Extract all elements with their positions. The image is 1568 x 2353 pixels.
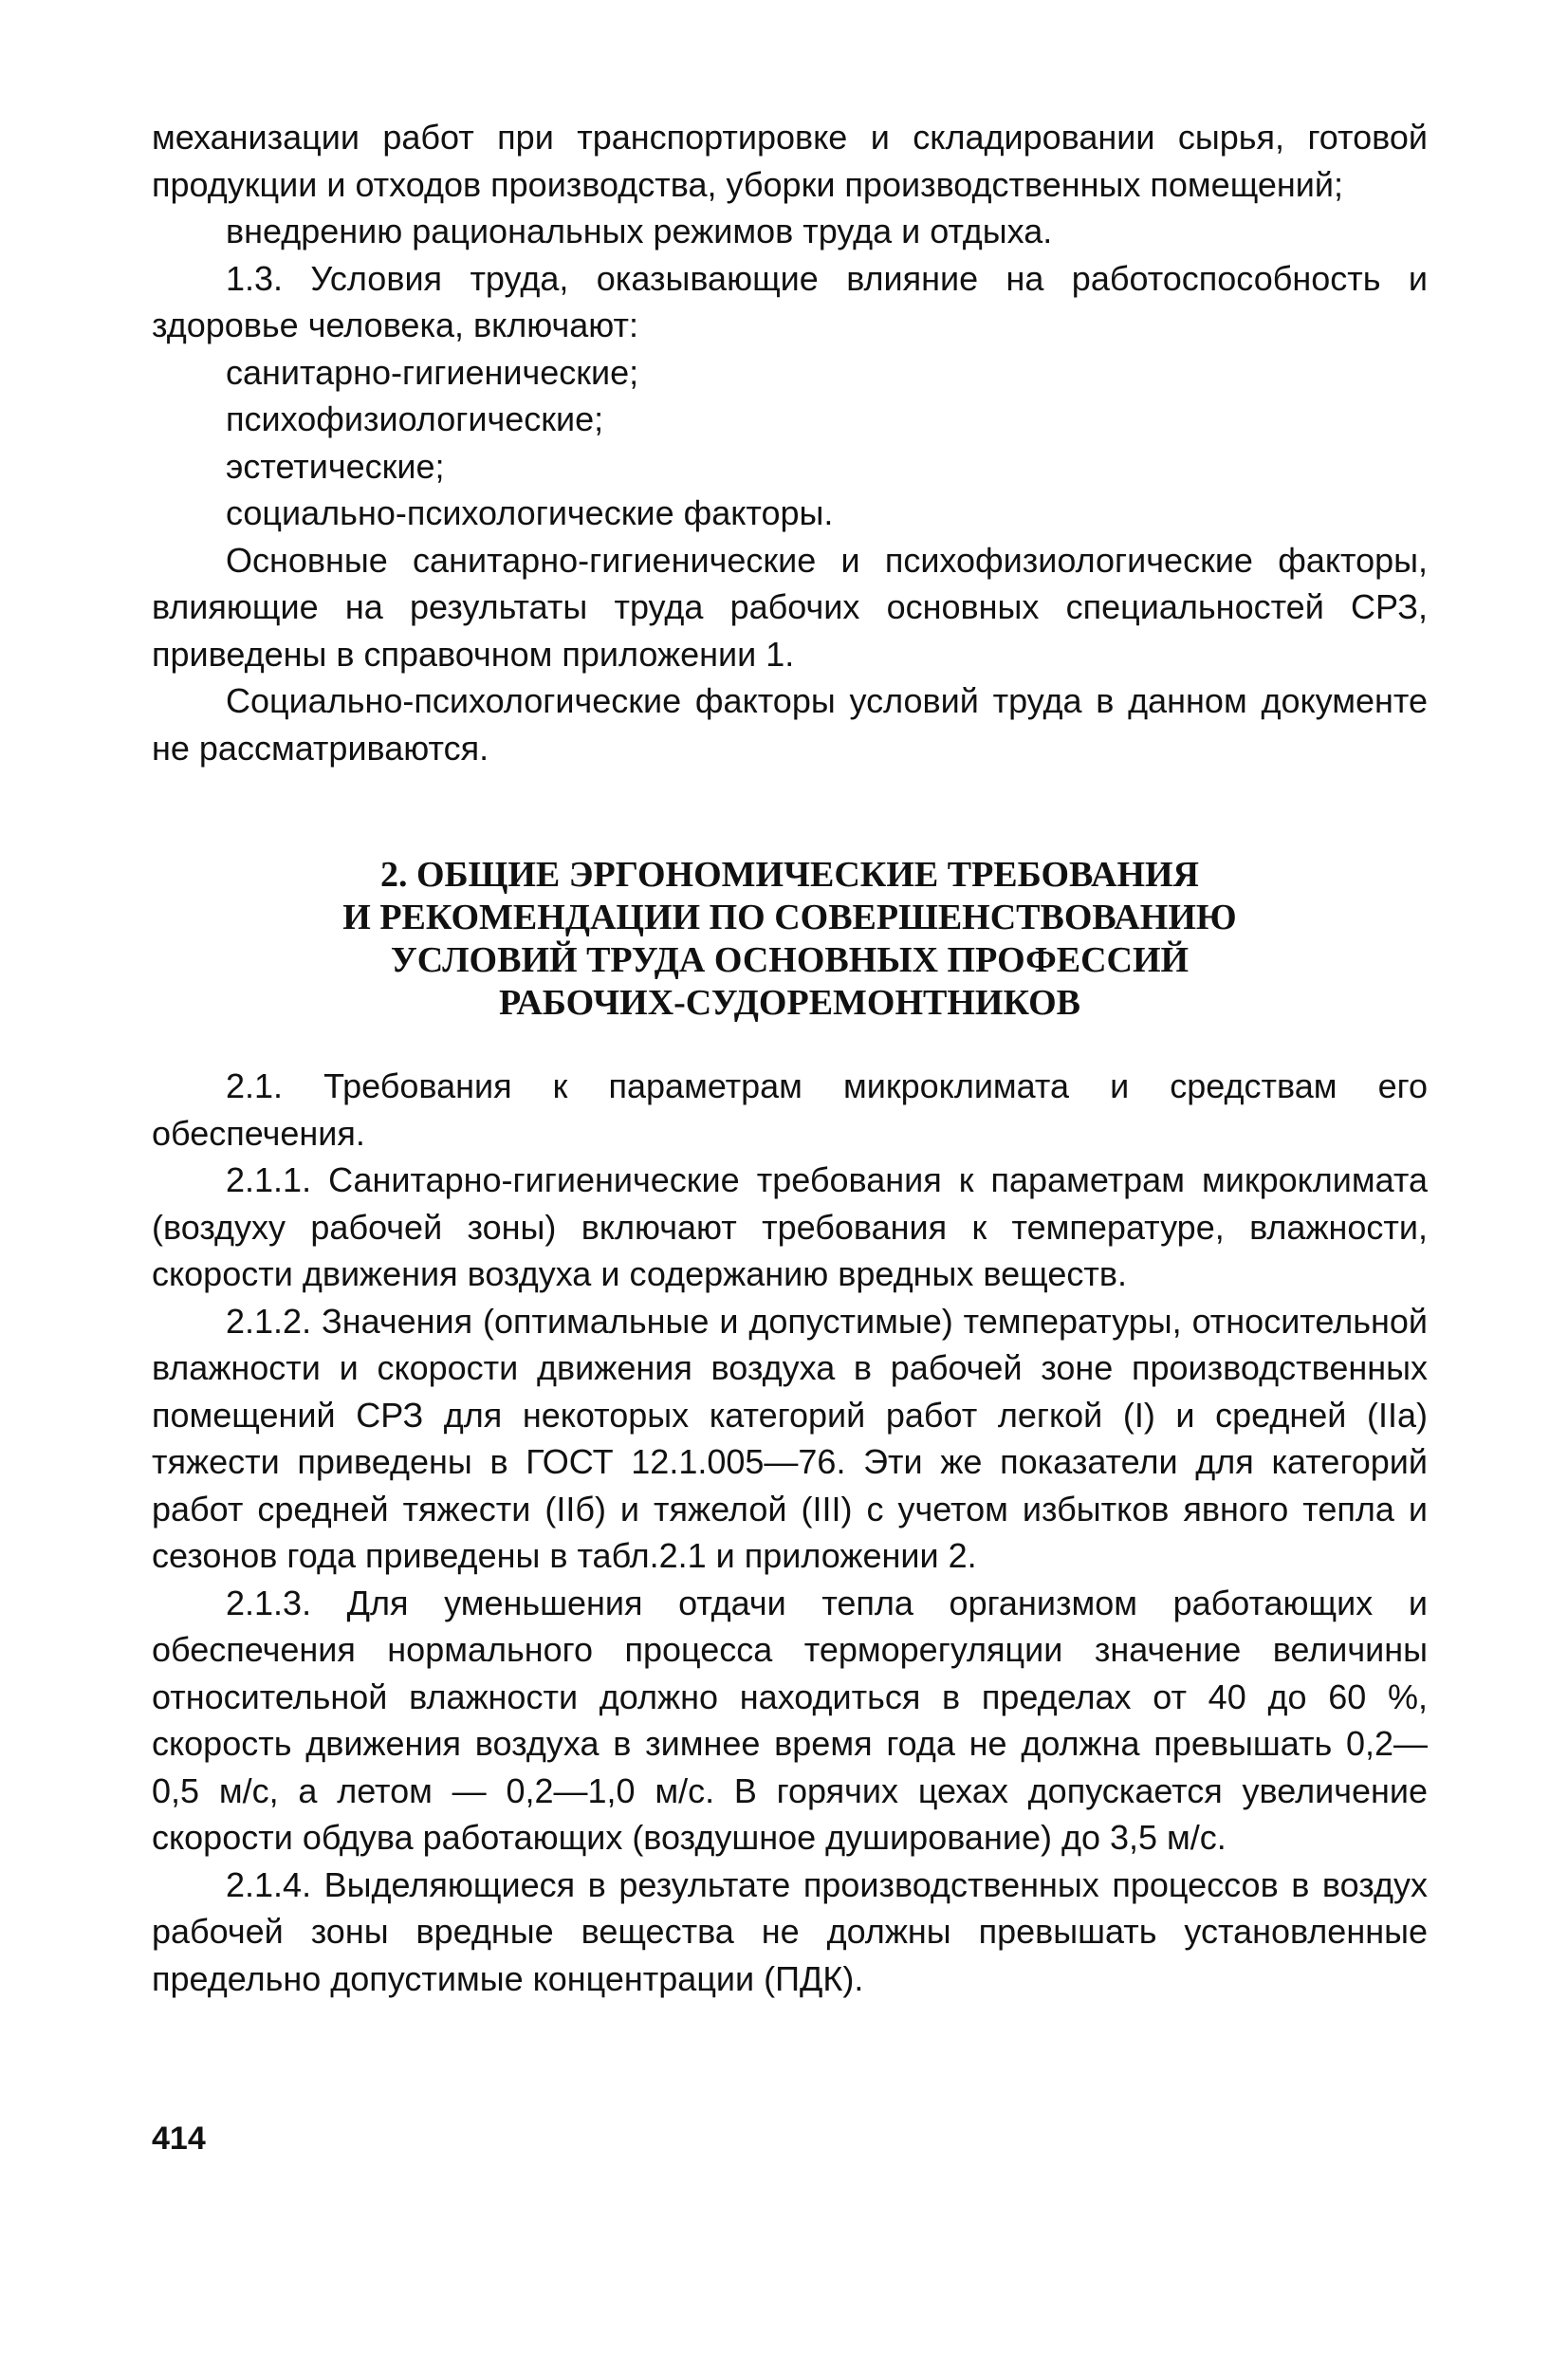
list-item: санитарно-гигиенические; bbox=[226, 352, 639, 392]
page-number: 414 bbox=[152, 2121, 206, 2157]
list-item: психофизиологические; bbox=[226, 399, 604, 438]
heading-line: 2. ОБЩИЕ ЭРГОНОМИЧЕСКИЕ ТРЕБОВАНИЯ bbox=[379, 855, 1200, 895]
page-body bbox=[152, 114, 1428, 1998]
paragraph-1-3: 1.3. Условия труда, оказывающие влияние на работоспособность и здоровье человека, включают: bbox=[152, 258, 1428, 344]
paragraph-regime: внедрению рациональных режимов труда и отдыха. bbox=[226, 212, 1053, 250]
heading-line: УСЛОВИЙ ТРУДА ОСНОВНЫХ ПРОФЕССИЙ bbox=[390, 940, 1190, 980]
paragraph-2-1: 2.1. Требования к параметрам микроклимата и средствам его обеспечения. bbox=[152, 1066, 1428, 1153]
paragraph-2-1-2: 2.1.2. Значения (оптимальные и допустимые) температуры, относительной влажности и скорости движения воздуха в рабочей зоне производственных помещений СРЗ для некоторых категорий работ легкой (I) и средней (IIа) тяжести приведены в ГОСТ 12.1.005—76. Эти же показатели для категорий работ средней тяжести (IIб) и тяжелой (III) с учетом избытков явного тепла и сезонов года приведены в табл.2.1 и приложении 2. bbox=[152, 1301, 1428, 1575]
list-item: социально-психологические факторы. bbox=[226, 493, 834, 532]
section-heading bbox=[152, 854, 1428, 1025]
heading-line: И РЕКОМЕНДАЦИИ ПО СОВЕРШЕНСТВОВАНИЮ bbox=[342, 898, 1237, 937]
section-2-body bbox=[152, 1063, 1428, 2002]
paragraph-2-1-1: 2.1.1. Санитарно-гигиенические требования к параметрам микроклимата (воздуху рабочей зоны) включают требования к температуре, влажности, скорости движения воздуха и содержанию вредных веществ. bbox=[152, 1160, 1428, 1293]
paragraph-2-1-4: 2.1.4. Выделяющиеся в результате производственных процессов в воздух рабочей зоны вредные вещества не должны превышать установленные предельно допустимые концентрации (ПДК). bbox=[152, 1864, 1428, 1998]
paragraph-2-1-3: 2.1.3. Для уменьшения отдачи тепла организмом работающих и обеспечения нормального процесса терморегуляции значение величины относительной влажности должно находиться в пределах от 40 до 60 %, скорость движения воздуха в зимнее время года не должна превышать 0,2—0,5 м/с, а летом — 0,2—1,0 м/с. В горячих цехах допускается увеличение скорости обдува работающих (воздушное душирование) до 3,5 м/с. bbox=[152, 1583, 1428, 1857]
paragraph-main-factors: Основные санитарно-гигиенические и психофизиологические факторы, влияющие на результаты труда рабочих основных специальностей СРЗ, приведены в справочном приложении 1. bbox=[152, 540, 1428, 674]
paragraph-social-factors: Социально-психологические факторы условий труда в данном документе не рассматриваются. bbox=[152, 681, 1428, 768]
list-item: эстетические; bbox=[226, 446, 445, 486]
heading-line: РАБОЧИХ-СУДОРЕМОНТНИКОВ bbox=[498, 983, 1080, 1023]
paragraph-continuation: механизации работ при транспортировке и складировании сырья, готовой продукции и отходов производства, уборки производственных помещений; bbox=[152, 118, 1428, 204]
